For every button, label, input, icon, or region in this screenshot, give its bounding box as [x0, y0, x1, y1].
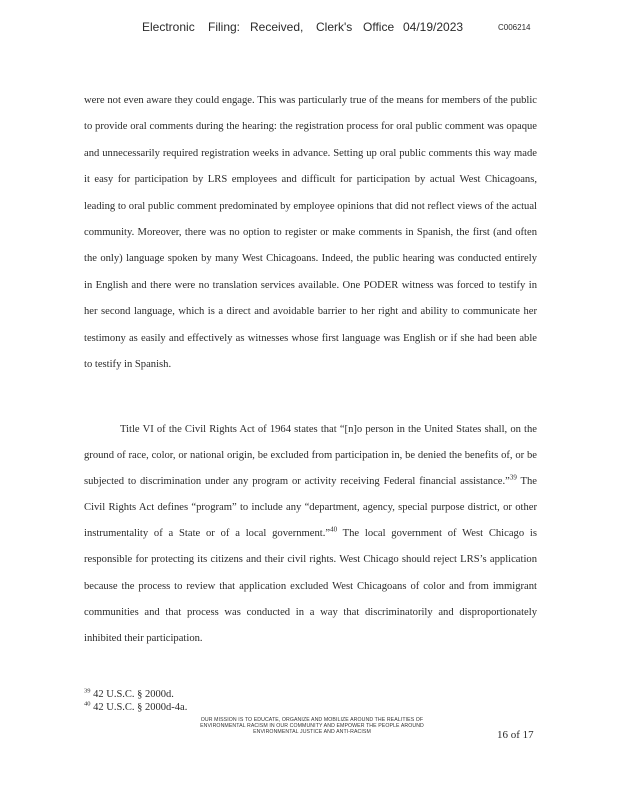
mission-line-3: ENVIRONMENTAL JUSTICE AND ANTI-RACISM: [253, 729, 371, 735]
header-office: Office: [363, 20, 395, 34]
footnotes: [84, 688, 384, 714]
footnote-40-text: 42 U.S.C. § 2000d-4a.: [90, 702, 188, 713]
paragraph-2-part-2: The Civil Rights Act defines “program” to include any “department, agency, special purpose district, or other instrumentality of a State or of a local government.”: [84, 476, 537, 540]
paragraph-2-part-1: Title VI of the Civil Rights Act of 1964 states that “[n]o person in the United States shall, on the ground of race, color, or national origin, be excluded from participation in, be denied the benefits of, or be subjected to discrimination under any program or activity receiving Federal financial assistance.”: [84, 424, 537, 488]
footnote-39-text: 42 U.S.C. § 2000d.: [90, 689, 174, 700]
paragraph-2-part-3: The local government of West Chicago is responsible for protecting its citizens and their civil rights. West Chicago should reject LRS’s application because the process to review that application excluded West Chicagoans of color and from immigrant communities and that process was conducted in a way that discriminatorily and disproportionately inhibited their participation.: [84, 528, 537, 644]
mission-statement-footer: [178, 717, 446, 735]
paragraph-title-vi: [84, 417, 537, 652]
mission-line-1: OUR MISSION IS TO EDUCATE, ORGANIZE AND MOBILIZE AROUND THE REALITIES OF: [200, 717, 424, 723]
header-clerks: Clerk's: [316, 20, 353, 34]
footnote-39: [84, 688, 384, 701]
footnote-40-number: 40: [84, 700, 91, 708]
paragraph-public-comment: [84, 88, 537, 378]
footnote-ref-40: 40: [330, 525, 338, 534]
footnote-39-number: 39: [84, 687, 91, 695]
footnote-ref-39: 39: [509, 473, 517, 482]
footnote-40: [84, 701, 384, 714]
header-electronic: Electronic: [142, 20, 195, 34]
page-number: 16 of 17: [497, 729, 534, 741]
header-received: Received,: [250, 20, 304, 34]
mission-line-2: ENVIRONMENTAL RACISM IN OUR COMMUNITY AND EMPOWER THE PEOPLE AROUND: [200, 723, 424, 729]
header-filing: Filing:: [208, 20, 241, 34]
paragraph-1-text: were not even aware they could engage. This was particularly true of the means for members of the public to provide oral comments during the hearing: the registration process for oral public comment was opaque and unnecessarily required registration weeks in advance. Setting up oral public comments this way made it easy for participation by LRS employees and difficult for participation by actual West Chicagoans, leading to oral public comment predominated by employee opinions that did not reflect views of the actual community. Moreover, there was no option to register or make comments in Spanish, the first (and often the only) language spoken by many West Chicagoans. Indeed, the public hearing was conducted entirely in English and there were no translation services available. One PODER witness was forced to testify in her second language, which is a direct and avoidable barrier to her right and ability to communicate her testimony as easily and effectively as witnesses whose first language was English or if she had been able to testify in Spanish.: [84, 95, 537, 371]
filing-stamp-header: [0, 20, 618, 38]
header-date: 04/19/2023: [403, 20, 464, 34]
header-document-code: C006214: [498, 23, 531, 32]
